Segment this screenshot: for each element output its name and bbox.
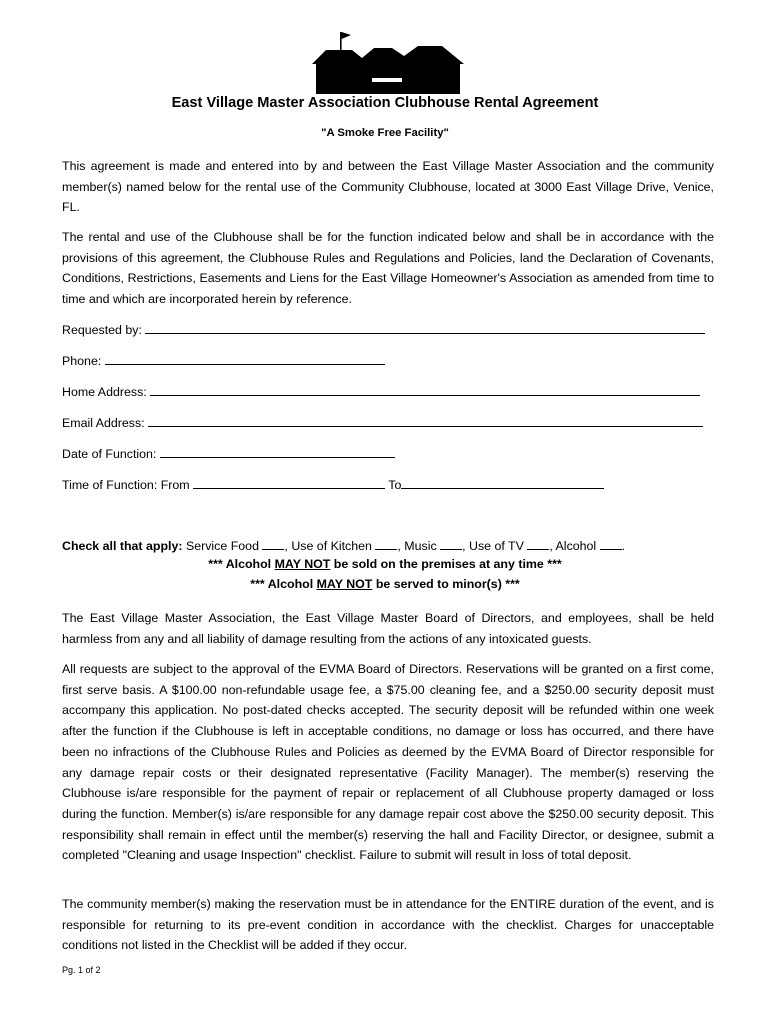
tv-label: Use of TV xyxy=(469,539,524,553)
check-label: Check all that apply: xyxy=(62,539,183,553)
date-of-function-field[interactable] xyxy=(62,446,395,462)
warning-text: be served to minor(s) *** xyxy=(372,577,520,591)
page-title: East Village Master Association Clubhouse Rental Agreement xyxy=(171,95,599,111)
phone-field[interactable] xyxy=(62,353,385,369)
warning-text: be sold on the premises at any time *** xyxy=(330,557,562,571)
music-blank[interactable] xyxy=(440,538,462,550)
kitchen-blank[interactable] xyxy=(375,538,397,550)
home-address-label: Home Address: xyxy=(62,385,147,399)
check-all-that-apply xyxy=(62,538,625,553)
alcohol-sale-warning xyxy=(0,557,770,571)
music-label: Music xyxy=(404,539,437,553)
requested-by-field[interactable] xyxy=(62,322,705,338)
requests-paragraph: All requests are subject to the approval of the EVMA Board of Directors. Reservations will be granted on a first come, first serve basis. A $100.00 non-refundable usage fee, a $75.00 cleaning fee, and a $250.00 security deposit must accompany this application. No post-dated checks accepted. The security deposit will be refunded within one week after the function if the Clubhouse is left in acceptable conditions, no damage or loss has occurred, and there have been no infractions of the Clubhouse Rules and Policies as deemed by the EVMA Board of Director responsible for any damage repair costs or their designated representative (Facility Manager). The member(s) reserving the Clubhouse is/are responsible for the payment of repair or replacement of all Clubhouse property damaged or loss during the function. Member(s) is/are responsible for any damage repair cost above the $250.00 security deposit. This responsibility shall remain in effect until the member(s) reserving the hall and Facility Director, or designee, submit a completed "Cleaning and usage Inspection" checklist. Failure to submit will result in loss of total deposit. xyxy=(62,662,714,863)
home-address-line[interactable] xyxy=(150,384,700,396)
requested-by-label: Requested by: xyxy=(62,323,142,337)
intro-paragraph: This agreement is made and entered into by and between the East Village Master Association and the community member(s) named below for the rental use of the Community Clubhouse, located at 3000 East Village Drive, Venice, FL. xyxy=(62,159,714,215)
hold-harmless-paragraph: The East Village Master Association, the East Village Master Board of Directors, and employees, shall be held harmless from any and all liability of damage resulting from the actions of any intoxicated guests. xyxy=(62,611,714,646)
warning-emphasis: MAY NOT xyxy=(274,557,331,571)
email-address-line[interactable] xyxy=(148,415,703,427)
alcohol-blank[interactable] xyxy=(600,538,622,550)
email-address-label: Email Address: xyxy=(62,416,145,430)
warning-emphasis: MAY NOT xyxy=(316,577,373,591)
separator: , xyxy=(549,539,553,553)
separator: , xyxy=(284,539,288,553)
date-of-function-label: Date of Function: xyxy=(62,447,157,461)
kitchen-label: Use of Kitchen xyxy=(291,539,372,553)
requested-by-line[interactable] xyxy=(145,322,705,334)
service-food-blank[interactable] xyxy=(262,538,284,550)
time-to-label: To xyxy=(388,478,402,492)
email-address-field[interactable] xyxy=(62,415,703,431)
service-food-label: Service Food xyxy=(185,539,259,553)
alcohol-minors-warning xyxy=(0,577,770,591)
time-from-line[interactable] xyxy=(193,477,385,489)
phone-label: Phone: xyxy=(62,354,102,368)
separator: , xyxy=(397,539,401,553)
warning-text: *** Alcohol xyxy=(250,577,317,591)
use-paragraph: The rental and use of the Clubhouse shall be for the function indicated below and shall be in accordance with the provisions of this agreement, the Clubhouse Rules and Regulations and Policies, land the Declaration of Covenants, Conditions, Restrictions, Easements and Liens for the East Village Homeowner's Association as amended from time to time and which are incorporated herein by reference. xyxy=(62,230,714,307)
end-period: . xyxy=(621,539,626,553)
clubhouse-logo xyxy=(312,30,464,94)
separator: , xyxy=(462,539,466,553)
time-to-line[interactable] xyxy=(401,477,604,489)
time-from-label: Time of Function: From xyxy=(62,478,190,492)
home-address-field[interactable] xyxy=(62,384,700,400)
alcohol-label: Alcohol xyxy=(555,539,597,553)
warning-text: *** Alcohol xyxy=(208,557,275,571)
page-subtitle: "A Smoke Free Facility" xyxy=(321,127,449,139)
tv-blank[interactable] xyxy=(527,538,549,550)
attendance-paragraph: The community member(s) making the reservation must be in attendance for the ENTIRE duration of the event, and is responsible for returning to its pre-event condition in accordance with the checklist. Charges for unacceptable conditions not listed in the Checklist will be added if they occur. xyxy=(62,897,714,953)
page-number: Pg. 1 of 2 xyxy=(62,965,101,975)
time-of-function-field[interactable] xyxy=(62,477,604,493)
phone-line[interactable] xyxy=(105,353,385,365)
date-of-function-line[interactable] xyxy=(160,446,395,458)
